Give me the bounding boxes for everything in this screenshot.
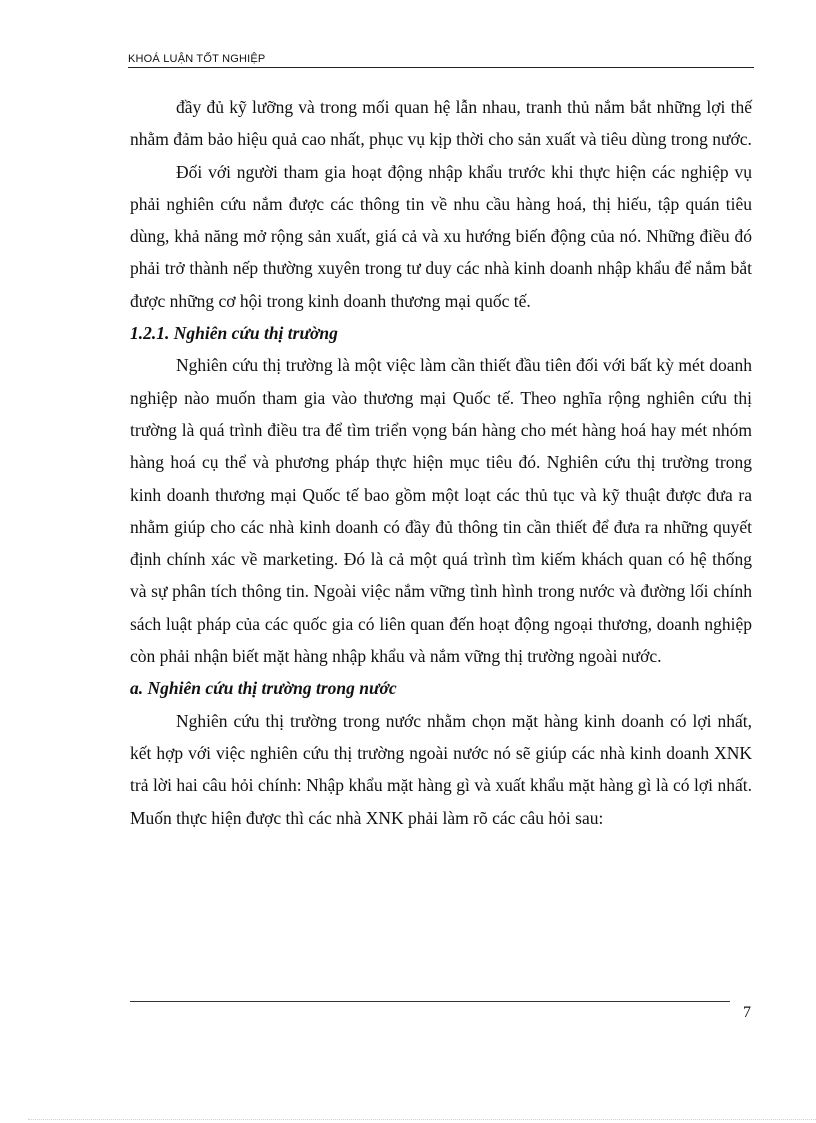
- footer-divider: [130, 1001, 730, 1002]
- paragraph-continuation: đầy đủ kỹ lưỡng và trong mối quan hệ lẫn nhau, tranh thủ nắm bắt những lợi thế nhằm đảm bảo hiệu quả cao nhất, phục vụ kịp thời cho sản xuất và tiêu dùng trong nước.: [130, 97, 752, 150]
- section-heading-market-research: 1.2.1. Nghiên cứu thị trường: [130, 323, 338, 344]
- paragraph-domestic-market: Nghiên cứu thị trường trong nước nhằm chọn mặt hàng kinh doanh có lợi nhất, kết hợp với việc nghiên cứu thị trường ngoài nước nó sẽ giúp các nhà kinh doanh XNK trả lời hai câu hỏi chính: Nhập khẩu mặt hàng gì và xuất khẩu mặt hàng gì là có lợi nhất. Muốn thực hiện được thì các nhà XNK phải làm rõ các câu hỏi sau:: [130, 710, 752, 828]
- page-edge-divider: [28, 1119, 816, 1120]
- page-body: [130, 91, 752, 834]
- running-header: KHOÁ LUẬN TỐT NGHIỆP: [128, 53, 754, 68]
- paragraph-market-research: Nghiên cứu thị trường là một việc làm cần thiết đầu tiên đối với bất kỳ mét doanh nghiệp nào muốn tham gia vào thương mại Quốc tế. Theo nghĩa rộng nghiên cứu thị trường là quá trình điều tra để tìm triển vọng bán hàng cho mét hàng hoá hay mét nhóm hàng hoá cụ thể và phương pháp thực hiện mục tiêu đó. Nghiên cứu thị trường trong kinh doanh thương mại Quốc tế bao gồm một loạt các thủ tục và kỹ thuật được đưa ra nhằm giúp cho các nhà kinh doanh có đầy đủ thông tin cần thiết để đưa ra những quyết định chính xác về marketing. Đó là cả một quá trình tìm kiếm khách quan có hệ thống và sự phân tích thông tin. Ngoài việc nắm vững tình hình trong nước và đường lối chính sách luật pháp của các quốc gia có liên quan đến hoạt động ngoại thương, doanh nghiệp còn phải nhận biết mặt hàng nhập khẩu và nắm vững thị trường ngoài nước.: [130, 355, 752, 667]
- paragraph-importers: Đối với người tham gia hoạt động nhập khẩu trước khi thực hiện các nghiệp vụ phải nghiên cứu nắm được các thông tin về nhu cầu hàng hoá, thị hiếu, tập quán tiêu dùng, khả năng mở rộng sản xuất, giá cả và xu hướng biến động của nó. Những điều đó phải trở thành nếp thường xuyên trong tư duy các nhà kinh doanh nhập khẩu để nắm bắt được những cơ hội trong kinh doanh thương mại quốc tế.: [130, 161, 752, 311]
- subsection-heading-domestic-market: a. Nghiên cứu thị trường trong nước: [130, 678, 397, 699]
- page-number: 7: [743, 1004, 751, 1021]
